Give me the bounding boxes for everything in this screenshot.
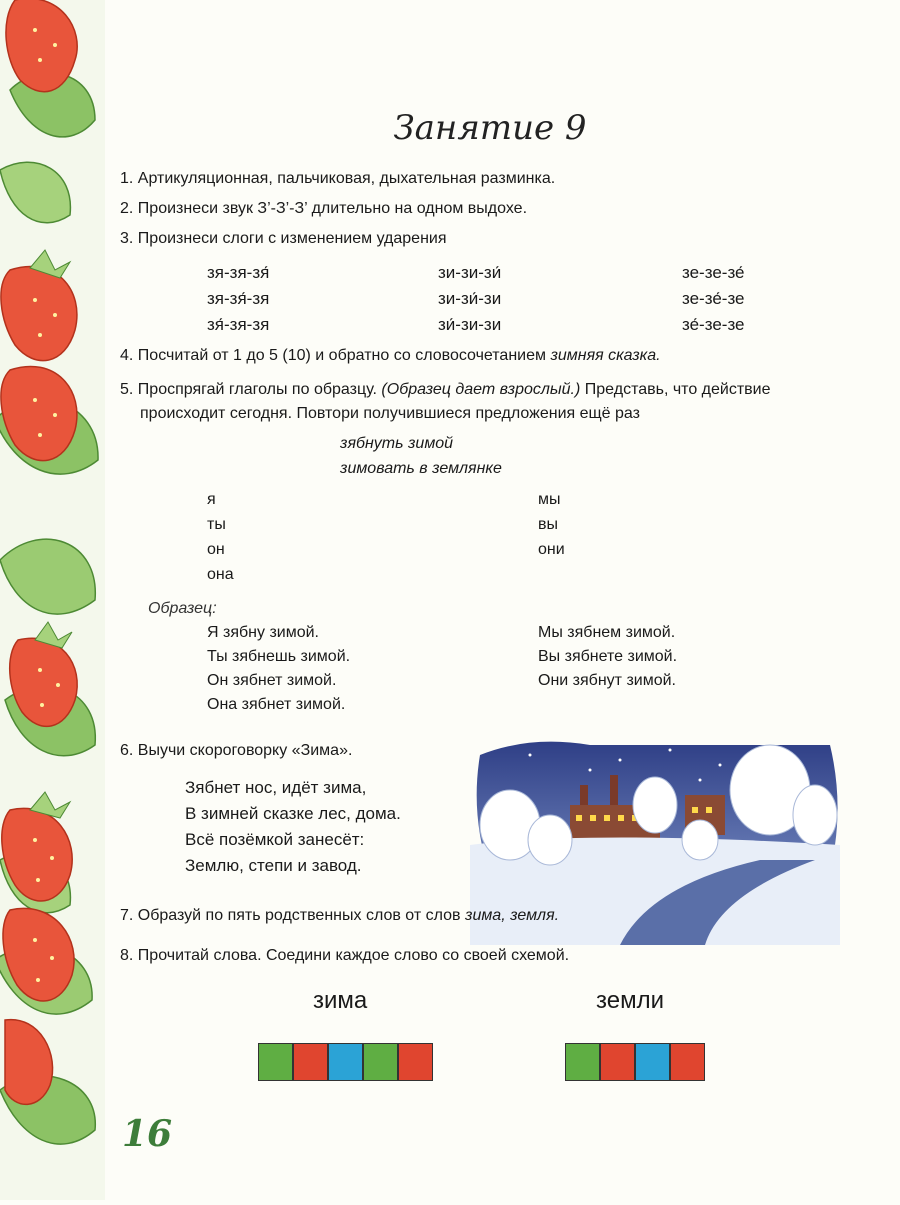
- task-4: [120, 345, 661, 367]
- scheme-cell-green: [363, 1043, 398, 1081]
- sample-label: Образец:: [148, 600, 217, 617]
- sample-sentence: Я зябну зимой.: [207, 624, 319, 641]
- scheme-cell-red: [600, 1043, 635, 1081]
- scheme-cell-blue: [635, 1043, 670, 1081]
- task-7: [120, 905, 559, 927]
- word-zemli: земли: [596, 987, 664, 1014]
- sample-sentence: Он зябнет зимой.: [207, 672, 337, 689]
- task-7-text: 7. Образуй по пять родственных слов от слов: [120, 907, 461, 924]
- sound-scheme-zima[interactable]: [258, 1043, 433, 1081]
- sound-scheme-zemli[interactable]: [565, 1043, 705, 1081]
- scheme-cell-red: [670, 1043, 705, 1081]
- scheme-cell-blue: [328, 1043, 363, 1081]
- pronoun: мы: [538, 491, 561, 508]
- pronoun: они: [538, 541, 565, 558]
- syllable-cell: зе́-зе-зе: [682, 315, 745, 334]
- pronoun: она: [207, 566, 234, 583]
- task-5-text-c: Представь, что действие: [584, 381, 771, 398]
- pronoun: вы: [538, 516, 558, 533]
- poem-line: Всё позёмкой занесёт:: [185, 830, 365, 849]
- syllable-cell: зя́-зя-зя: [207, 315, 270, 334]
- pronoun: ты: [207, 516, 226, 533]
- task-3: 3. Произнеси слоги с изменением ударения: [120, 230, 447, 247]
- task-8: 8. Прочитай слова. Соедини каждое слово со своей схемой.: [120, 947, 570, 964]
- scheme-cell-green: [565, 1043, 600, 1081]
- strawberry-border-art: [0, 0, 105, 1200]
- task-1: 1. Артикуляционная, пальчиковая, дыхательная разминка.: [120, 170, 556, 187]
- sample-sentence: Она зябнет зимой.: [207, 696, 346, 713]
- syllable-cell: зя-зя́-зя: [207, 289, 270, 308]
- sample-sentence: Вы зябнете зимой.: [538, 648, 678, 665]
- verb-phrase: зябнуть зимой: [340, 435, 454, 452]
- sample-sentence: Мы зябнем зимой.: [538, 624, 676, 641]
- page-title: Занятие 9: [393, 108, 587, 148]
- pronoun: он: [207, 541, 225, 558]
- task-4-phrase: зимняя сказка.: [550, 347, 661, 364]
- verb-phrase: зимовать в землянке: [340, 460, 502, 477]
- page-number: 16: [122, 1113, 173, 1155]
- task-5-text-a: 5. Проспрягай глаголы по образцу.: [120, 381, 377, 398]
- syllable-cell: зе-зе́-зе: [682, 289, 745, 308]
- task-5: [120, 379, 771, 401]
- scheme-cell-green: [258, 1043, 293, 1081]
- sample-sentence: Ты зябнешь зимой.: [207, 648, 351, 665]
- task-7-words: зима, земля.: [465, 907, 560, 924]
- scheme-cell-red: [398, 1043, 433, 1081]
- decorative-border: [0, 0, 105, 1200]
- task-5-line-2: происходит сегодня. Повтори получившиеся предложения ещё раз: [140, 405, 640, 422]
- sample-sentence: Они зябнут зимой.: [538, 672, 676, 689]
- syllable-cell: зи́-зи-зи: [438, 315, 502, 334]
- pronoun: я: [207, 491, 216, 508]
- poem-line: Зябнет нос, идёт зима,: [185, 778, 367, 797]
- syllable-cell: зи-зи-зи́: [438, 263, 502, 282]
- task-5-note: (Образец дает взрослый.): [381, 381, 581, 398]
- task-4-text: 4. Посчитай от 1 до 5 (10) и обратно со словосочетанием: [120, 347, 546, 364]
- task-2: 2. Произнеси звук З’-З’-З’ длительно на одном выдохе.: [120, 200, 528, 217]
- syllable-cell: зе-зе-зе́: [682, 263, 745, 282]
- poem-line: Землю, степи и завод.: [185, 856, 362, 875]
- syllable-cell: зи-зи́-зи: [438, 289, 502, 308]
- poem-line: В зимней сказке лес, дома.: [185, 804, 401, 823]
- syllable-cell: зя-зя-зя́: [207, 263, 270, 282]
- scheme-cell-red: [293, 1043, 328, 1081]
- word-zima: зима: [313, 987, 368, 1014]
- task-6: 6. Выучи скороговорку «Зима».: [120, 742, 353, 759]
